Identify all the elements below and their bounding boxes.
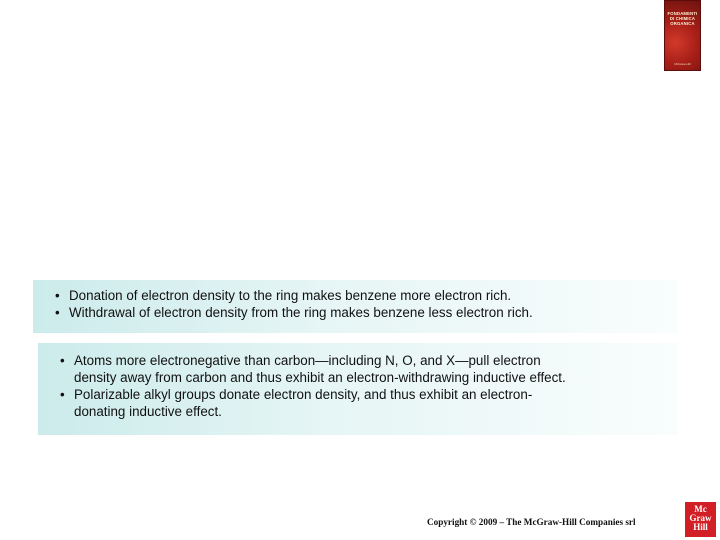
logo-text-line: Hill <box>693 522 708 532</box>
logo-text-line: Graw <box>689 513 712 523</box>
bullet-text-line: Polarizable alkyl groups donate electron density, and thus exhibit an electron- <box>74 387 533 402</box>
summary-box-electron-density <box>33 280 678 333</box>
bullet-text-line: density away from carbon and thus exhibit an electron-withdrawing inductive effect. <box>74 370 566 385</box>
mcgraw-hill-logo <box>685 502 716 537</box>
bullet-marker: • <box>60 353 65 368</box>
bullet-marker: • <box>60 387 65 402</box>
bullet-item <box>60 352 678 386</box>
bullet-text: Withdrawal of electron density from the ring makes benzene less electron rich. <box>69 305 533 320</box>
book-cover-image <box>664 0 701 71</box>
bullet-text: Donation of electron density to the ring makes benzene more electron rich. <box>69 288 512 303</box>
book-cover-title: FONDAMENTI DI CHIMICA ORGANICA <box>667 11 698 26</box>
bullet-marker: • <box>55 305 60 320</box>
logo-text-line: Mc <box>694 504 707 514</box>
bullet-item <box>55 287 678 304</box>
book-cover-publisher: McGraw-Hill <box>674 62 691 66</box>
bullet-text-line: Atoms more electronegative than carbon—including N, O, and X—pull electron <box>74 353 541 368</box>
bullet-marker: • <box>55 288 60 303</box>
summary-box-inductive-effects <box>38 343 678 435</box>
bullet-item <box>55 304 678 321</box>
bullet-text-line: donating inductive effect. <box>74 404 222 419</box>
copyright-notice: Copyright © 2009 – The McGraw-Hill Companies srl <box>427 517 636 527</box>
bullet-item <box>60 386 678 420</box>
